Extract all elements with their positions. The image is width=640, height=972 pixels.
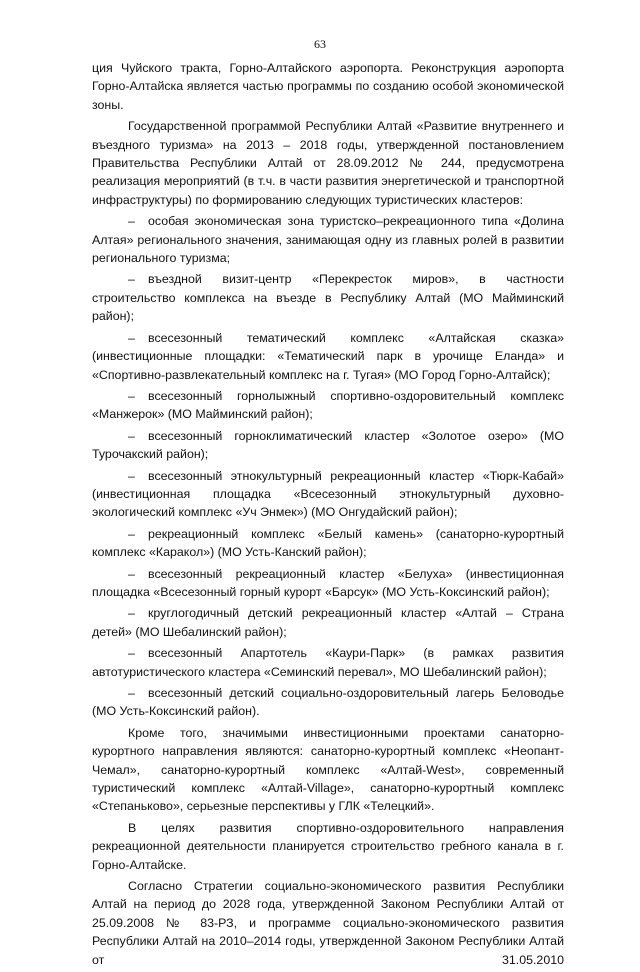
list-item-text: всесезонный рекреационный кластер «Белуха» (инвестиционная площадка «Всесезонный горный курорт «Барсук» (МО Усть-Коксинский район);	[92, 566, 564, 599]
paragraph: ция Чуйского тракта, Горно-Алтайского аэропорта. Реконструкция аэропорта Горно-Алтайска является частью программы по созданию особой экономической зоны.	[92, 61, 564, 112]
list-item-text: всесезонный детский социально-оздоровительный лагерь Беловодье (МО Усть-Коксинский район).	[92, 686, 564, 719]
cluster-list	[92, 212, 564, 721]
list-item	[92, 525, 564, 562]
paragraph: Согласно Стратегии социально-экономического развития Республики Алтай на период до 2028 года, утвержденной Законом Республики Алтай от 25.09.2008 № 83-РЗ, и программе социально-экономического развития Республики Алтай на 2010–2014 годы, утвержденной Законом Республики Алтай от 31.05.2010	[92, 879, 564, 967]
list-dash: –	[128, 214, 135, 229]
list-dash: –	[128, 606, 135, 621]
list-dash: –	[128, 428, 135, 443]
list-item	[92, 329, 564, 384]
list-dash: –	[128, 566, 135, 581]
list-item	[92, 212, 564, 267]
list-dash: –	[128, 646, 135, 661]
list-item	[92, 604, 564, 641]
page-number: 63	[314, 37, 326, 51]
paragraph: Государственной программой Республики Алтай «Развитие внутреннего и въездного туризма» на 2013 – 2018 годы, утвержденной постановлением Правительства Республики Алтай от 28.09.2012 № 244, предусмотрена реализация мероприятий (в т.ч. в части развития энергетической и транспортной инфраструктуры) по формированию следующих туристических кластеров:	[92, 119, 564, 207]
list-item-text: всесезонный тематический комплекс «Алтайская сказка» (инвестиционные площадки: «Тематический парк в урочище Еланда» и «Спортивно-развлекательный комплекс на г. Тугая» (МО Город Горно-Алтайск);	[92, 330, 564, 382]
list-dash: –	[128, 272, 135, 287]
list-item-text: круглогодичный детский рекреационный кластер «Алтай – Страна детей» (МО Шебалинский район);	[92, 606, 564, 639]
list-item	[92, 270, 564, 325]
list-item-text: всесезонный Апартотель «Каури-Парк» (в рамках развития автотуристического кластера «Семинский перевал», МО Шебалинский район);	[92, 646, 564, 679]
list-item-text: всесезонный горнолыжный спортивно-оздоровительный комплекс «Манжерок» (МО Майминский район);	[92, 388, 564, 422]
list-item	[92, 387, 564, 424]
list-dash: –	[128, 526, 135, 541]
list-dash: –	[128, 330, 135, 345]
list-item-text: всесезонный горноклиматический кластер «Золотое озеро» (МО Турочакский район);	[92, 428, 564, 462]
list-item-text: въездной визит-центр «Перекресток миров», в частности строительство комплекса на въезде в Республику Алтай (МО Майминский район);	[92, 272, 564, 324]
list-item-text: рекреационный комплекс «Белый камень» (санаторно-курортный комплекс «Каракол») (МО Усть-Канский район);	[92, 526, 564, 560]
document-body	[92, 59, 564, 972]
paragraph: Кроме того, значимыми инвестиционными проектами санаторно-курортного направления являются: санаторно-курортный комплекс «Неопант-Чемал», санаторно-курортный комплекс «Алтай-West», современный туристический комплекс «Алтай-Village», санаторно-курортный комплекс «Степаньково», серьезные перспективы у ГЛК «Телецкий».	[92, 725, 564, 814]
list-dash: –	[128, 686, 135, 700]
list-dash: –	[128, 388, 135, 403]
list-item	[92, 427, 564, 464]
list-item-text: всесезонный этнокультурный рекреационный кластер «Тюрк-Кабай» (инвестиционная площадка «Всесезонный этнокультурный духовно-экологический комплекс «Уч Энмек») (МО Онгудайский район);	[92, 468, 564, 520]
list-item	[92, 644, 564, 681]
paragraph: В целях развития спортивно-оздоровительного направления рекреационной деятельности планируется строительство гребного канала в г. Горно-Алтайске.	[92, 820, 564, 872]
list-item	[92, 467, 564, 522]
list-item-text: особая экономическая зона туристско–рекреационного типа «Долина Алтая» регионального значения, занимающая одну из главных ролей в развитии регионального туризма;	[92, 214, 564, 266]
list-dash: –	[128, 468, 135, 483]
list-item	[92, 684, 564, 721]
list-item	[92, 565, 564, 602]
